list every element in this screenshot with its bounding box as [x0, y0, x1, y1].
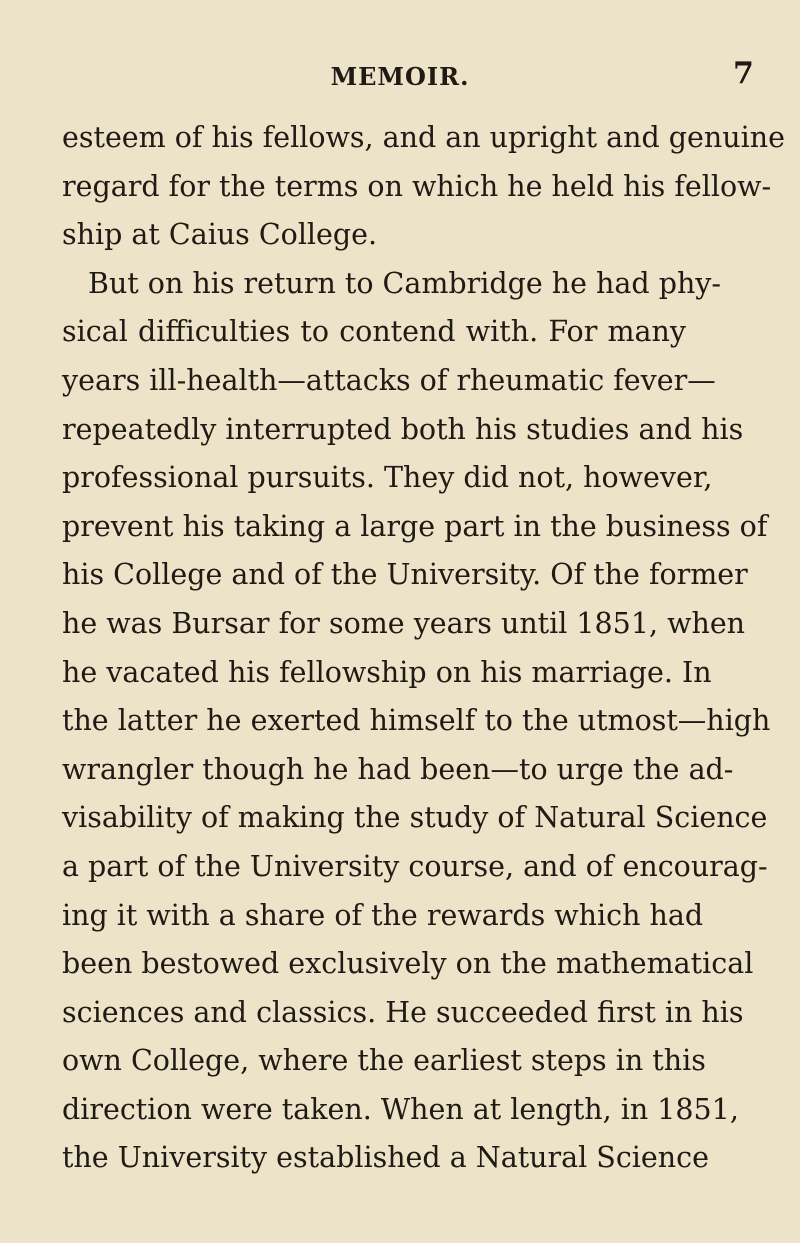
- text-line: But on his return to Cambridge he had phy-: [88, 266, 722, 300]
- body-text: [62, 114, 785, 1183]
- running-title: MEMOIR.: [330, 62, 470, 91]
- text-line: visability of making the study of Natural Science: [62, 801, 768, 835]
- text-line: the University established a Natural Science: [62, 1141, 709, 1175]
- text-line: esteem of his fellows, and an upright and genuine: [62, 121, 785, 154]
- text-line: ing it with a share of the rewards which had: [62, 898, 704, 932]
- text-line: professional pursuits. They did not, however,: [62, 461, 713, 495]
- text-line: he was Bursar for some years until 1851, when: [62, 606, 746, 640]
- text-line: sical difficulties to contend with. For many: [62, 315, 686, 349]
- text-line: the latter he exerted himself to the utmost—high: [62, 704, 771, 738]
- text-line: ship at Caius College.: [62, 218, 378, 252]
- text-line: wrangler though he had been—to urge the ad-: [62, 752, 734, 786]
- text-line: he vacated his fellowship on his marriage. In: [62, 655, 712, 689]
- text-line: a part of the University course, and of encourag-: [62, 849, 768, 883]
- text-line: own College, where the earliest steps in this: [62, 1044, 706, 1078]
- text-line: regard for the terms on which he held his fellow-: [62, 169, 772, 203]
- text-line: sciences and classics. He succeeded first in his: [62, 995, 744, 1029]
- text-line: been bestowed exclusively on the mathematical: [62, 947, 754, 981]
- text-line: his College and of the University. Of the former: [62, 558, 748, 592]
- page-number: 7: [733, 56, 754, 91]
- text-line: prevent his taking a large part in the business of: [62, 509, 768, 543]
- text-line: years ill-health—attacks of rheumatic fever—: [62, 363, 716, 397]
- text-line: direction were taken. When at length, in 1851,: [62, 1092, 739, 1126]
- text-line: repeatedly interrupted both his studies and his: [62, 412, 744, 446]
